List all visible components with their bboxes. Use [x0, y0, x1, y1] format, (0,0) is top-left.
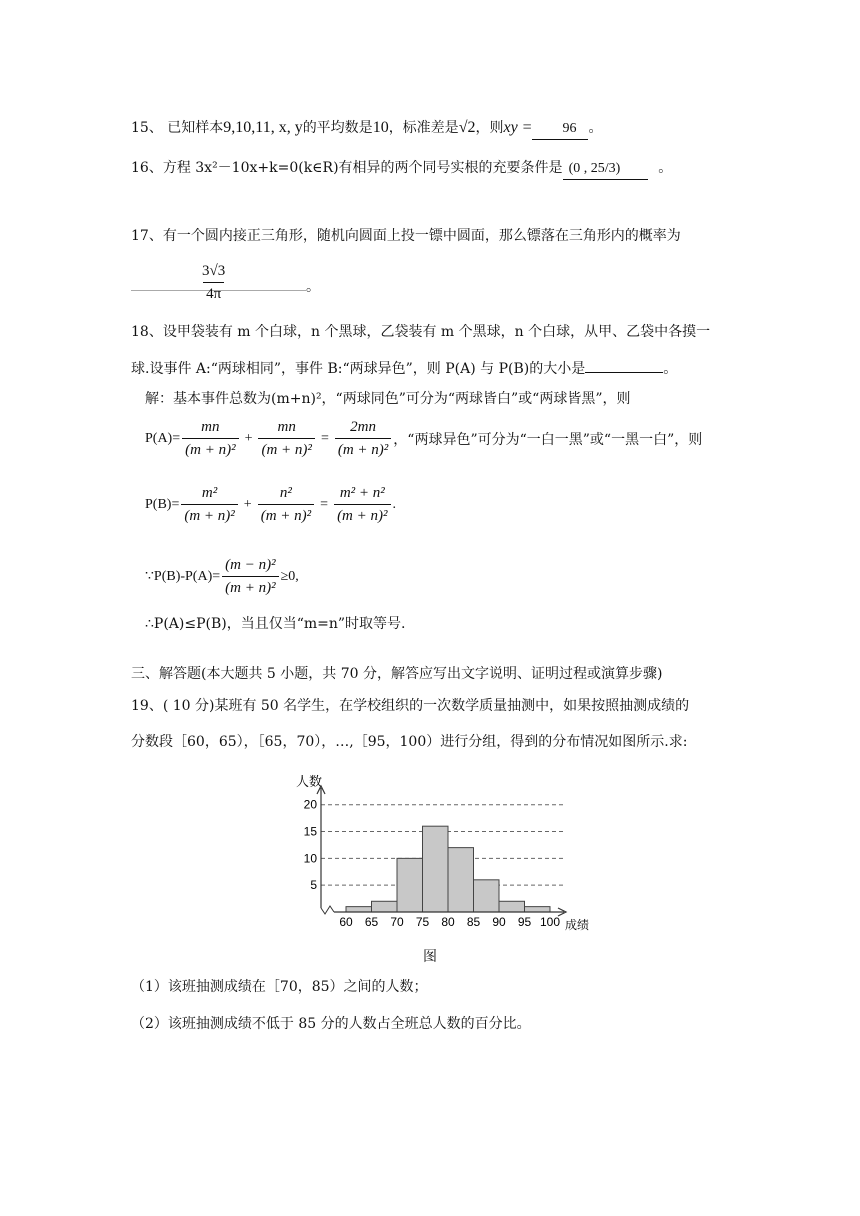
- histogram-bar: [525, 907, 551, 912]
- question-18-line2: [131, 358, 677, 379]
- q19-line2-text: 分数段［60，65），［65，70），…,［95，100）进行分组，得到的分布情况如图所示.求:: [131, 734, 688, 750]
- pb-f2-numerator: n²: [279, 485, 292, 501]
- x-tick-label: 100: [539, 915, 561, 929]
- question-17: [131, 226, 681, 246]
- y-tick-label: 15: [303, 824, 317, 839]
- question-19-part2: [131, 1014, 531, 1034]
- q17-answer-fraction: [199, 262, 228, 303]
- diff-fraction: [222, 556, 278, 597]
- pb-fraction-2: [258, 484, 314, 525]
- x-tick-label: 75: [415, 915, 430, 929]
- x-tick-label: 60: [339, 915, 353, 929]
- pb-f3-numerator: m² + n²: [339, 485, 385, 501]
- q18-pb-equation: [145, 484, 396, 525]
- y-tick-label: 5: [310, 878, 317, 893]
- q18-line1-text: 18、设甲袋装有 m 个白球，n 个黑球，乙袋装有 m 个黑球，n 个白球，从甲、乙袋中各摸一: [131, 324, 711, 340]
- bars-group: [346, 826, 550, 912]
- q15-text-mid: 的平均数是: [302, 120, 373, 136]
- q15-mean: 10: [372, 119, 389, 136]
- q19-part2-text: （2）该班抽测成绩不低于 85 分的人数占全班总人数的百分比。: [131, 1016, 531, 1032]
- pb-f2-denominator: (m + n)²: [258, 504, 314, 525]
- q18-solution-intro: 解：基本事件总数为(m+n)²，“两球同色”可分为“两球皆白”或“两球皆黑”，则: [145, 391, 631, 407]
- section-3-text: 三、解答题(本大题共 5 小题，共 70 分，解答应写出文字说明、证明过程或演算步骤): [131, 666, 663, 682]
- section-3-heading: [131, 664, 662, 684]
- pa-f3-denominator: (m + n)²: [335, 438, 391, 459]
- plus-sign: +: [244, 430, 253, 446]
- q18-answer-blank: [585, 358, 663, 373]
- question-15: [131, 118, 602, 140]
- q15-number: 15、: [131, 120, 163, 136]
- q15-end: 。: [588, 120, 603, 136]
- pa-f1-numerator: mn: [201, 419, 220, 435]
- histogram-bar: [397, 858, 423, 912]
- q16-end: 。: [658, 160, 673, 176]
- q19-part1-text: （1）该班抽测成绩在［70，85）之间的人数；: [131, 979, 428, 995]
- q17-end: 。: [306, 279, 320, 295]
- y-tick-label: 10: [303, 851, 317, 866]
- question-19-line1: [131, 696, 689, 716]
- pa-f2-numerator: mn: [277, 419, 296, 435]
- q16-answer: (0 , 25/3): [563, 159, 649, 180]
- q18-conclusion: [145, 614, 406, 634]
- q15-text-mid2: ，标准差是: [388, 120, 459, 136]
- equals-sign: =: [320, 430, 329, 446]
- q17-answer-numerator: 3√3: [202, 263, 226, 279]
- x-tick-label: 65: [364, 915, 379, 929]
- pa-f3-numerator: 2mn: [350, 419, 376, 435]
- x-tick-label: 95: [517, 915, 532, 929]
- diff-denominator: (m + n)²: [222, 576, 278, 597]
- x-tick-label: 90: [492, 915, 506, 929]
- pa-fraction-2: [258, 418, 314, 459]
- histogram-bar: [372, 901, 398, 912]
- pb-fraction-3: [334, 484, 390, 525]
- x-tick-label: 80: [441, 915, 455, 929]
- plus-sign: +: [243, 496, 252, 512]
- histogram-bar: [499, 901, 525, 912]
- diff-numerator: (m − n)²: [225, 557, 276, 573]
- x-tick-label: 85: [466, 915, 481, 929]
- q15-expr: xy =: [503, 119, 533, 136]
- pb-fraction-1: [181, 484, 237, 525]
- q15-sqrt: √2: [458, 119, 476, 136]
- pa-f1-denominator: (m + n)²: [182, 438, 238, 459]
- q18-line2-text: 球.设事件 A:“两球相同”，事件 B:“两球异色”，则 P(A) 与 P(B)的大小是: [131, 361, 586, 377]
- histogram-bar: [448, 848, 474, 912]
- q18-conclusion-text: ∴P(A)≤P(B)，当且仅当“m=n”时取等号.: [145, 616, 406, 632]
- question-16: [131, 158, 672, 180]
- y-axis-label: 人数: [296, 775, 323, 790]
- q15-answer: 96: [532, 119, 588, 140]
- q15-text-pre: 已知样本: [162, 120, 224, 136]
- axis-break: [321, 906, 334, 914]
- q18-line2-end: 。: [663, 361, 678, 377]
- equals-sign: =: [320, 496, 329, 512]
- pb-tail-text: .: [392, 496, 397, 512]
- x-axis-label: 成绩: [565, 918, 590, 932]
- question-19-line2: [131, 732, 687, 752]
- q15-text-mid3: ，则: [475, 120, 504, 136]
- pb-label: P(B)=: [145, 496, 180, 512]
- pa-fraction-3: [335, 418, 391, 459]
- question-18-line1: [131, 322, 710, 342]
- histogram-bar: [346, 907, 372, 912]
- histogram-bar: [474, 880, 500, 912]
- y-tick-label: 20: [303, 797, 317, 812]
- q19-line1-text: 19、( 10 分)某班有 50 名学生，在学校组织的一次数学质量抽测中，如果按照抽测成绩的: [131, 698, 690, 714]
- q15-sample: 9,10,11, x, y: [223, 119, 303, 136]
- histogram-bar: [423, 826, 449, 912]
- x-tick-label: 70: [390, 915, 404, 929]
- pa-f2-denominator: (m + n)²: [258, 438, 314, 459]
- pa-label: P(A)=: [145, 430, 181, 446]
- pa-fraction-1: [182, 418, 238, 459]
- q18-diff-equation: [145, 556, 299, 597]
- diff-tail: ≥0,: [280, 568, 299, 584]
- q17-text: 17、有一个圆内接正三角形，随机向圆面上投一镖中圆面，那么镖落在三角形内的概率为: [131, 228, 681, 244]
- q18-pa-equation: [145, 418, 702, 459]
- figure-caption: 图: [423, 949, 437, 965]
- pb-f3-denominator: (m + n)²: [334, 504, 390, 525]
- pa-tail-text: ，“两球异色”可分为“一白一黑”或“一黑一白”，则: [393, 431, 703, 448]
- q16-text: 16、方程 3x²－10x+k=0(k∈R)有相异的两个同号实根的充要条件是: [131, 160, 563, 176]
- question-19-part1: [131, 977, 428, 997]
- diff-label: ∵P(B)-P(A)=: [145, 569, 221, 584]
- pb-f1-denominator: (m + n)²: [181, 504, 237, 525]
- histogram-chart: [296, 772, 596, 934]
- q17-answer-denominator: 4π: [203, 282, 224, 303]
- q18-solution-line1: [145, 389, 631, 409]
- pb-f1-numerator: m²: [201, 485, 218, 501]
